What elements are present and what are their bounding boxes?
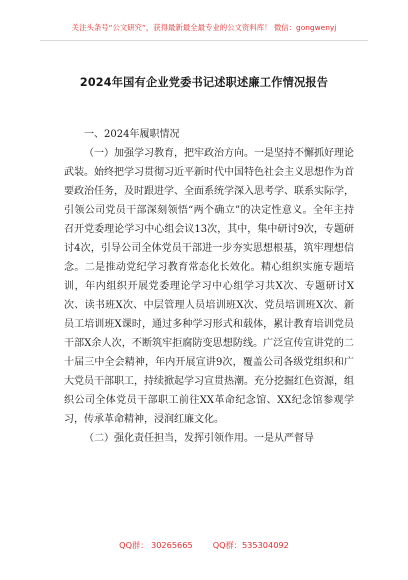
- document-title: 2024年国有企业党委书记述职述廉工作情况报告: [79, 76, 329, 89]
- paragraph: （一）加强学习教育，把牢政治方向。一是坚持不懈抓好理论武装。始终把学习贯彻习近平新时代中国特色社会主义思想作为首要政治任务，及时跟进学、全面系统学深入思考学、联系实际学，引领公司党员干部深刻领悟“两个确立”的决定性意义。全年主持召开党委理论学习中心组会议13次，其中，集中研讨9次，专题研讨4次，引导公司全体党员干部进一步夯实思想根基，筑牢理想信念。二是推动党纪学习教育常态化长效化。精心组织实施专题培训，年内组织开展党委理论学习中心组学习共X次、专题研讨X次、读书班X次、中层管理人员培训班X次、党员培训班X次、新员工培训班X课时，通过多种学习形式和载体，累计教育培训党员干部X余人次，不断筑牢拒腐防变思想防线。广泛宣传宣讲党的二十届三中全会精神，年内开展宣讲9次，覆盖公司各级党组织和广大党员干部职工，持续掀起学习宣贯热潮。充分挖掘红色资源，组织公司全体党员干部职工前往XX革命纪念馆、XX纪念馆参观学习，传承革命精神，浸润红廉文化。: [64, 148, 354, 425]
- promo-header: 关注头条号“公文研究”，获得最新最全最专业的公文资料库！ 微信：gongwenyj: [71, 23, 337, 32]
- header-divider: [40, 40, 368, 41]
- footer-contacts: [0, 540, 408, 551]
- footer-qq-group-2: QQ群：535304092: [212, 540, 289, 550]
- document-body: [64, 144, 354, 448]
- footer-qq-group-1: QQ群： 30265665: [119, 540, 193, 550]
- paragraph: （二）强化责任担当，发挥引领作用。一是从严督导: [84, 433, 314, 444]
- section-heading: 一、2024年履职情况: [84, 129, 180, 140]
